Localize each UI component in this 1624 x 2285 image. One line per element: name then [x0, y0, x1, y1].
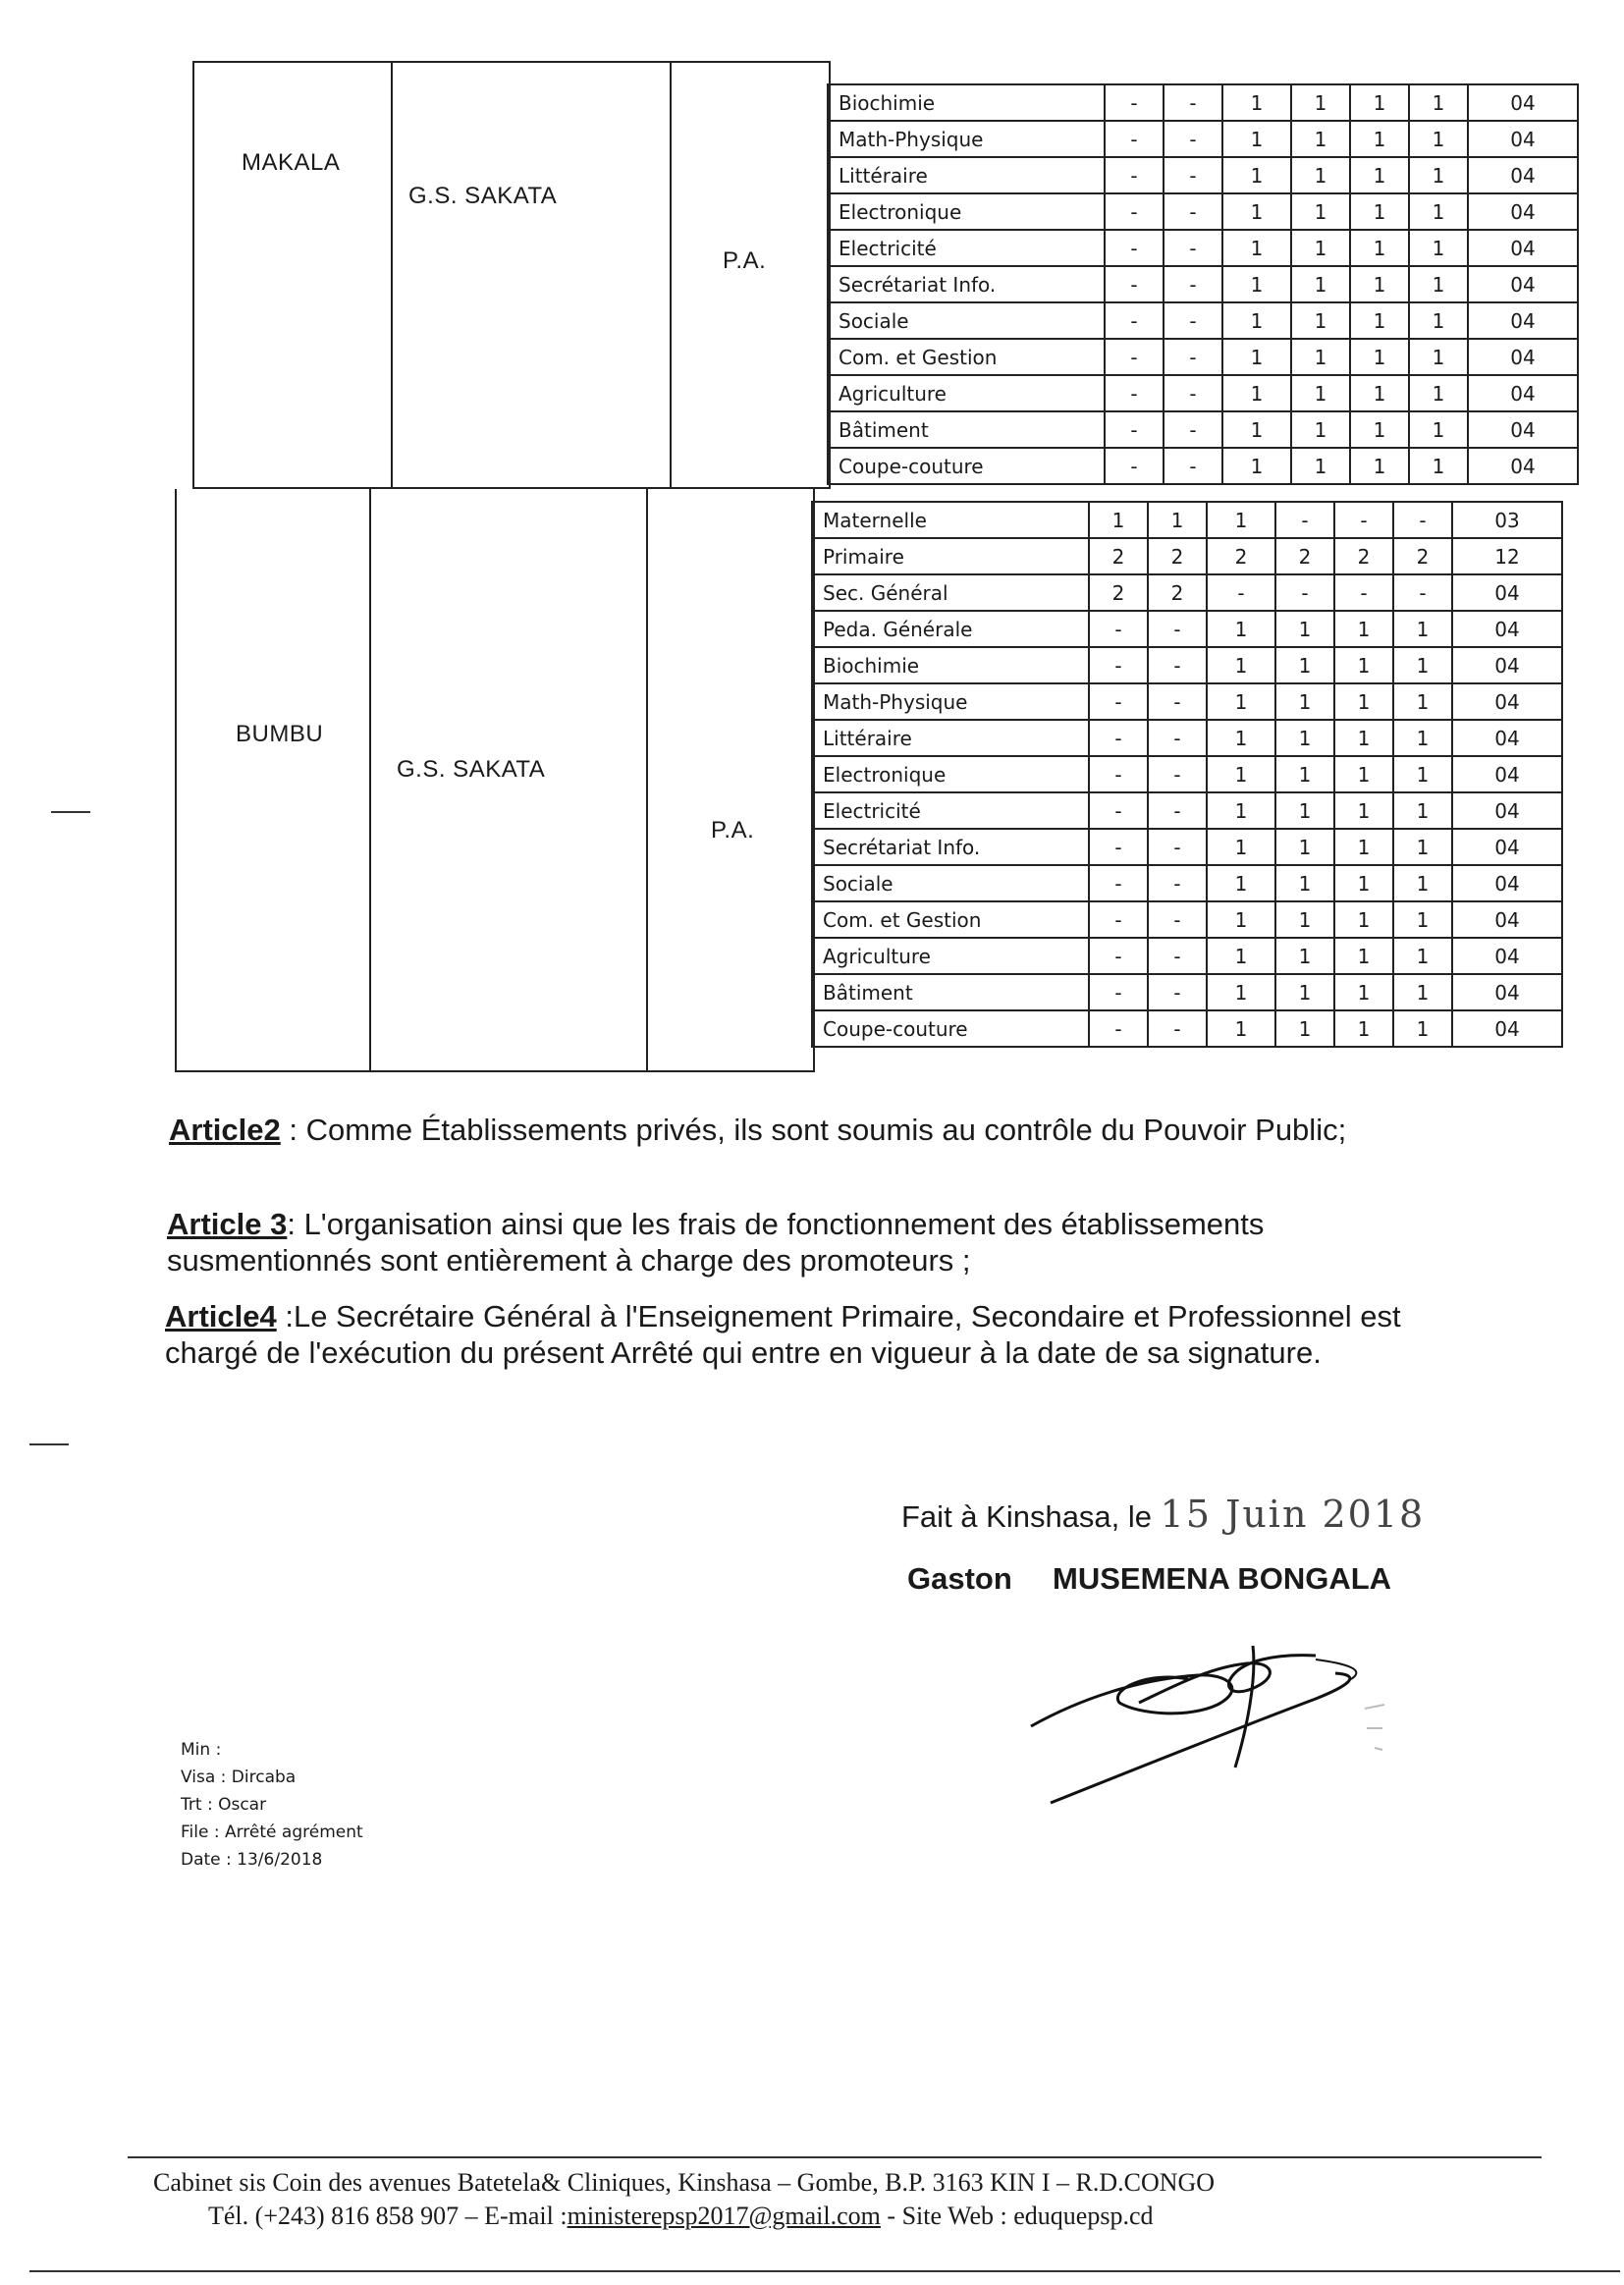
- count-cell: -: [1148, 938, 1207, 974]
- count-cell: -: [1105, 121, 1164, 157]
- group-bottom-border: [177, 1070, 813, 1072]
- count-cell: -: [1148, 720, 1207, 756]
- table-row: [828, 157, 1578, 193]
- count-cell: 1: [1334, 901, 1393, 938]
- count-cell: 1: [1409, 266, 1468, 302]
- table-row: [828, 266, 1578, 302]
- count-cell: 1: [1350, 339, 1409, 375]
- article-text: : L'organisation ainsi que les frais de fonctionnement des établissements susmentionnés sont entièrement à charge des promoteurs ;: [167, 1207, 1265, 1278]
- article-2: [169, 1112, 1435, 1148]
- meta-file: File : Arrêté agrément: [181, 1823, 363, 1842]
- count-cell: 1: [1275, 720, 1334, 756]
- count-cell: 1: [1207, 647, 1275, 683]
- option-cell: Sec. Général: [812, 574, 1089, 611]
- count-cell: 1: [1275, 647, 1334, 683]
- total-cell: 04: [1452, 938, 1562, 974]
- count-cell: 1: [1350, 193, 1409, 230]
- footer: [153, 2166, 1567, 2233]
- count-cell: 1: [1334, 938, 1393, 974]
- table-row: [812, 538, 1562, 574]
- total-cell: 04: [1452, 901, 1562, 938]
- count-cell: 1: [1334, 974, 1393, 1010]
- count-cell: 1: [1393, 720, 1452, 756]
- option-cell: Electronique: [828, 193, 1105, 230]
- count-cell: 1: [1334, 865, 1393, 901]
- option-cell: Littéraire: [828, 157, 1105, 193]
- count-cell: 1: [1222, 339, 1291, 375]
- meta-min: Min :: [181, 1740, 222, 1760]
- count-cell: 1: [1275, 938, 1334, 974]
- total-cell: 04: [1468, 411, 1578, 448]
- option-cell: Maternelle: [812, 502, 1089, 538]
- footer-rule: [128, 2156, 1542, 2158]
- place-prefix: Fait à Kinshasa, le: [901, 1499, 1153, 1534]
- count-cell: -: [1089, 792, 1148, 829]
- count-cell: 1: [1350, 266, 1409, 302]
- count-cell: 1: [1393, 647, 1452, 683]
- count-cell: -: [1089, 1010, 1148, 1047]
- count-cell: 1: [1334, 829, 1393, 865]
- footer-address: Cabinet sis Coin des avenues Batetela& Cliniques, Kinshasa – Gombe, B.P. 3163 KIN I – R.D.CONGO: [153, 2168, 1216, 2197]
- bumbu-group: [175, 489, 815, 1072]
- table-row: [812, 574, 1562, 611]
- table-row: [828, 302, 1578, 339]
- total-cell: 04: [1468, 157, 1578, 193]
- count-cell: 1: [1350, 121, 1409, 157]
- count-cell: -: [1148, 683, 1207, 720]
- count-cell: -: [1148, 1010, 1207, 1047]
- count-cell: 1: [1393, 756, 1452, 792]
- count-cell: 1: [1409, 411, 1468, 448]
- option-cell: Electricité: [812, 792, 1089, 829]
- count-cell: 1: [1291, 339, 1350, 375]
- count-cell: 2: [1207, 538, 1275, 574]
- count-cell: -: [1105, 339, 1164, 375]
- total-cell: 04: [1468, 266, 1578, 302]
- option-cell: Coupe-couture: [812, 1010, 1089, 1047]
- count-cell: 1: [1222, 448, 1291, 484]
- count-cell: -: [1148, 829, 1207, 865]
- count-cell: -: [1393, 502, 1452, 538]
- count-cell: -: [1164, 157, 1222, 193]
- margin-mark: [51, 811, 90, 813]
- count-cell: -: [1105, 448, 1164, 484]
- count-cell: 1: [1291, 193, 1350, 230]
- count-cell: -: [1089, 974, 1148, 1010]
- total-cell: 04: [1468, 84, 1578, 121]
- table-row: [828, 375, 1578, 411]
- regime-label: P.A.: [711, 817, 755, 843]
- article-heading: Article 3: [167, 1207, 288, 1241]
- count-cell: 1: [1334, 792, 1393, 829]
- option-cell: Primaire: [812, 538, 1089, 574]
- count-cell: 1: [1393, 792, 1452, 829]
- total-cell: 04: [1452, 647, 1562, 683]
- count-cell: 1: [1148, 502, 1207, 538]
- table-row: [812, 974, 1562, 1010]
- makala-group: [192, 61, 831, 489]
- count-cell: 1: [1207, 611, 1275, 647]
- count-cell: 1: [1393, 901, 1452, 938]
- total-cell: 04: [1468, 193, 1578, 230]
- count-cell: 1: [1222, 230, 1291, 266]
- article-heading: Article2: [169, 1113, 281, 1147]
- count-cell: 1: [1222, 157, 1291, 193]
- article-heading: Article4: [165, 1299, 277, 1333]
- count-cell: -: [1275, 502, 1334, 538]
- count-cell: -: [1089, 829, 1148, 865]
- count-cell: 1: [1409, 448, 1468, 484]
- signer-first-name: Gaston: [907, 1561, 1012, 1596]
- count-cell: 2: [1334, 538, 1393, 574]
- option-cell: Bâtiment: [812, 974, 1089, 1010]
- option-cell: Coupe-couture: [828, 448, 1105, 484]
- count-cell: 1: [1275, 829, 1334, 865]
- count-cell: 1: [1222, 266, 1291, 302]
- count-cell: 1: [1275, 1010, 1334, 1047]
- count-cell: 1: [1393, 865, 1452, 901]
- table-row: [812, 502, 1562, 538]
- count-cell: 1: [1350, 375, 1409, 411]
- total-cell: 03: [1452, 502, 1562, 538]
- column-divider: [646, 489, 648, 1072]
- count-cell: -: [1164, 84, 1222, 121]
- option-cell: Math-Physique: [812, 683, 1089, 720]
- total-cell: 12: [1452, 538, 1562, 574]
- table-row: [812, 720, 1562, 756]
- count-cell: -: [1334, 574, 1393, 611]
- handwritten-signature: [1021, 1620, 1414, 1817]
- count-cell: 1: [1207, 974, 1275, 1010]
- count-cell: 1: [1222, 411, 1291, 448]
- table-row: [812, 647, 1562, 683]
- option-cell: Agriculture: [828, 375, 1105, 411]
- option-cell: Littéraire: [812, 720, 1089, 756]
- total-cell: 04: [1468, 339, 1578, 375]
- count-cell: 1: [1350, 302, 1409, 339]
- count-cell: 1: [1334, 1010, 1393, 1047]
- routing-metadata: [181, 1736, 363, 1874]
- margin-mark: [29, 1443, 69, 1445]
- option-cell: Sociale: [828, 302, 1105, 339]
- count-cell: -: [1089, 683, 1148, 720]
- count-cell: 1: [1393, 974, 1452, 1010]
- count-cell: 1: [1393, 683, 1452, 720]
- count-cell: 2: [1393, 538, 1452, 574]
- total-cell: 04: [1468, 121, 1578, 157]
- total-cell: 04: [1452, 611, 1562, 647]
- count-cell: 2: [1089, 574, 1148, 611]
- count-cell: -: [1105, 266, 1164, 302]
- table-row: [828, 448, 1578, 484]
- option-cell: Peda. Générale: [812, 611, 1089, 647]
- footer-email-link[interactable]: ministerepsp2017@gmail.com: [567, 2202, 881, 2230]
- total-cell: 04: [1452, 574, 1562, 611]
- bumbu-detail-table: [811, 501, 1563, 1048]
- option-cell: Com. et Gestion: [828, 339, 1105, 375]
- table-row: [828, 193, 1578, 230]
- count-cell: 1: [1350, 84, 1409, 121]
- count-cell: -: [1164, 121, 1222, 157]
- count-cell: 1: [1291, 411, 1350, 448]
- count-cell: 1: [1393, 829, 1452, 865]
- table-row: [812, 938, 1562, 974]
- count-cell: 1: [1207, 938, 1275, 974]
- count-cell: -: [1089, 720, 1148, 756]
- count-cell: 1: [1291, 84, 1350, 121]
- count-cell: 1: [1409, 121, 1468, 157]
- count-cell: -: [1164, 266, 1222, 302]
- count-cell: 1: [1393, 938, 1452, 974]
- count-cell: 2: [1275, 538, 1334, 574]
- count-cell: -: [1275, 574, 1334, 611]
- meta-visa: Visa : Dircaba: [181, 1768, 297, 1787]
- count-cell: 1: [1207, 829, 1275, 865]
- column-divider: [369, 489, 371, 1072]
- count-cell: 1: [1291, 448, 1350, 484]
- option-cell: Secrétariat Info.: [812, 829, 1089, 865]
- count-cell: 1: [1409, 339, 1468, 375]
- count-cell: 1: [1207, 756, 1275, 792]
- count-cell: 1: [1089, 502, 1148, 538]
- count-cell: -: [1105, 193, 1164, 230]
- option-cell: Com. et Gestion: [812, 901, 1089, 938]
- group-top-border: [194, 61, 829, 63]
- table-row: [828, 121, 1578, 157]
- count-cell: -: [1164, 230, 1222, 266]
- count-cell: -: [1148, 792, 1207, 829]
- count-cell: -: [1148, 611, 1207, 647]
- count-cell: 1: [1334, 647, 1393, 683]
- count-cell: -: [1105, 375, 1164, 411]
- count-cell: -: [1089, 647, 1148, 683]
- count-cell: 1: [1291, 266, 1350, 302]
- footer-bottom-rule: [29, 2270, 1620, 2272]
- count-cell: 1: [1207, 720, 1275, 756]
- table-row: [812, 683, 1562, 720]
- count-cell: 1: [1409, 84, 1468, 121]
- count-cell: 1: [1350, 411, 1409, 448]
- article-4: [165, 1298, 1434, 1371]
- count-cell: 1: [1409, 375, 1468, 411]
- count-cell: 1: [1334, 720, 1393, 756]
- regime-label: P.A.: [723, 247, 767, 274]
- school-name: G.S. SAKATA: [397, 756, 546, 783]
- signer-name: [907, 1561, 1391, 1597]
- count-cell: 1: [1275, 792, 1334, 829]
- article-3: [167, 1206, 1435, 1279]
- option-cell: Math-Physique: [828, 121, 1105, 157]
- count-cell: 1: [1222, 193, 1291, 230]
- count-cell: 1: [1291, 157, 1350, 193]
- count-cell: 2: [1148, 538, 1207, 574]
- count-cell: 1: [1222, 121, 1291, 157]
- count-cell: -: [1334, 502, 1393, 538]
- footer-tel: Tél. (+243) 816 858 907 – E-mail :: [208, 2202, 568, 2230]
- count-cell: -: [1148, 974, 1207, 1010]
- total-cell: 04: [1468, 448, 1578, 484]
- count-cell: -: [1164, 411, 1222, 448]
- count-cell: 1: [1393, 611, 1452, 647]
- count-cell: 1: [1291, 230, 1350, 266]
- option-cell: Bâtiment: [828, 411, 1105, 448]
- total-cell: 04: [1452, 974, 1562, 1010]
- count-cell: 1: [1409, 157, 1468, 193]
- table-row: [812, 1010, 1562, 1047]
- total-cell: 04: [1468, 230, 1578, 266]
- count-cell: 1: [1275, 683, 1334, 720]
- count-cell: 1: [1275, 901, 1334, 938]
- count-cell: 1: [1334, 611, 1393, 647]
- commune-name: MAKALA: [242, 149, 341, 176]
- count-cell: 2: [1148, 574, 1207, 611]
- count-cell: -: [1148, 901, 1207, 938]
- meta-trt: Trt : Oscar: [181, 1795, 267, 1815]
- count-cell: 1: [1409, 302, 1468, 339]
- total-cell: 04: [1452, 720, 1562, 756]
- count-cell: 1: [1275, 865, 1334, 901]
- total-cell: 04: [1452, 683, 1562, 720]
- count-cell: -: [1089, 865, 1148, 901]
- place-and-date: [901, 1493, 1425, 1536]
- count-cell: 1: [1275, 974, 1334, 1010]
- count-cell: -: [1148, 647, 1207, 683]
- count-cell: -: [1148, 756, 1207, 792]
- count-cell: 1: [1350, 157, 1409, 193]
- count-cell: 1: [1334, 683, 1393, 720]
- count-cell: -: [1089, 938, 1148, 974]
- count-cell: 1: [1222, 375, 1291, 411]
- count-cell: -: [1164, 375, 1222, 411]
- count-cell: 1: [1350, 448, 1409, 484]
- count-cell: -: [1164, 193, 1222, 230]
- table-row: [812, 756, 1562, 792]
- total-cell: 04: [1452, 865, 1562, 901]
- count-cell: -: [1089, 756, 1148, 792]
- count-cell: 1: [1207, 683, 1275, 720]
- count-cell: -: [1393, 574, 1452, 611]
- table-row: [828, 84, 1578, 121]
- option-cell: Electronique: [812, 756, 1089, 792]
- option-cell: Sociale: [812, 865, 1089, 901]
- count-cell: 1: [1334, 756, 1393, 792]
- table-row: [828, 230, 1578, 266]
- option-cell: Secrétariat Info.: [828, 266, 1105, 302]
- count-cell: 1: [1222, 84, 1291, 121]
- count-cell: 2: [1089, 538, 1148, 574]
- footer-website: - Site Web : eduquepsp.cd: [880, 2202, 1154, 2230]
- school-name: G.S. SAKATA: [408, 183, 558, 209]
- article-text: :Le Secrétaire Général à l'Enseignement Primaire, Secondaire et Professionnel est chargé de l'exécution du présent Arrêté qui entre en vigueur à la date de sa signature.: [165, 1299, 1401, 1370]
- count-cell: 1: [1207, 792, 1275, 829]
- footer-contacts: [153, 2200, 1567, 2233]
- count-cell: -: [1105, 230, 1164, 266]
- option-cell: Biochimie: [812, 647, 1089, 683]
- total-cell: 04: [1452, 1010, 1562, 1047]
- count-cell: 1: [1207, 1010, 1275, 1047]
- option-cell: Agriculture: [812, 938, 1089, 974]
- table-row: [812, 829, 1562, 865]
- column-divider: [670, 61, 672, 489]
- total-cell: 04: [1452, 829, 1562, 865]
- total-cell: 04: [1468, 302, 1578, 339]
- count-cell: -: [1164, 302, 1222, 339]
- option-cell: Biochimie: [828, 84, 1105, 121]
- count-cell: 1: [1291, 375, 1350, 411]
- table-row: [812, 792, 1562, 829]
- table-row: [828, 339, 1578, 375]
- count-cell: -: [1148, 865, 1207, 901]
- count-cell: -: [1164, 339, 1222, 375]
- table-row: [812, 611, 1562, 647]
- count-cell: 1: [1291, 121, 1350, 157]
- count-cell: 1: [1409, 193, 1468, 230]
- count-cell: 1: [1275, 756, 1334, 792]
- count-cell: 1: [1291, 302, 1350, 339]
- count-cell: -: [1207, 574, 1275, 611]
- count-cell: -: [1105, 411, 1164, 448]
- count-cell: -: [1105, 157, 1164, 193]
- count-cell: 1: [1275, 611, 1334, 647]
- total-cell: 04: [1452, 792, 1562, 829]
- count-cell: 1: [1207, 865, 1275, 901]
- count-cell: 1: [1393, 1010, 1452, 1047]
- count-cell: 1: [1350, 230, 1409, 266]
- meta-date: Date : 13/6/2018: [181, 1850, 323, 1870]
- count-cell: -: [1105, 84, 1164, 121]
- count-cell: -: [1089, 611, 1148, 647]
- count-cell: 1: [1409, 230, 1468, 266]
- count-cell: 1: [1207, 502, 1275, 538]
- table-row: [812, 901, 1562, 938]
- table-row: [812, 865, 1562, 901]
- count-cell: -: [1105, 302, 1164, 339]
- total-cell: 04: [1468, 375, 1578, 411]
- signer-last-name: MUSEMENA BONGALA: [1053, 1561, 1392, 1596]
- date-stamp: 15 Juin 2018: [1160, 1493, 1426, 1536]
- count-cell: 1: [1222, 302, 1291, 339]
- table-row: [828, 411, 1578, 448]
- column-divider: [391, 61, 393, 489]
- option-cell: Electricité: [828, 230, 1105, 266]
- count-cell: 1: [1207, 901, 1275, 938]
- article-text: : Comme Établissements privés, ils sont soumis au contrôle du Pouvoir Public;: [280, 1113, 1347, 1147]
- commune-name: BUMBU: [236, 721, 324, 747]
- total-cell: 04: [1452, 756, 1562, 792]
- count-cell: -: [1164, 448, 1222, 484]
- makala-detail-table: [827, 83, 1579, 485]
- count-cell: -: [1089, 901, 1148, 938]
